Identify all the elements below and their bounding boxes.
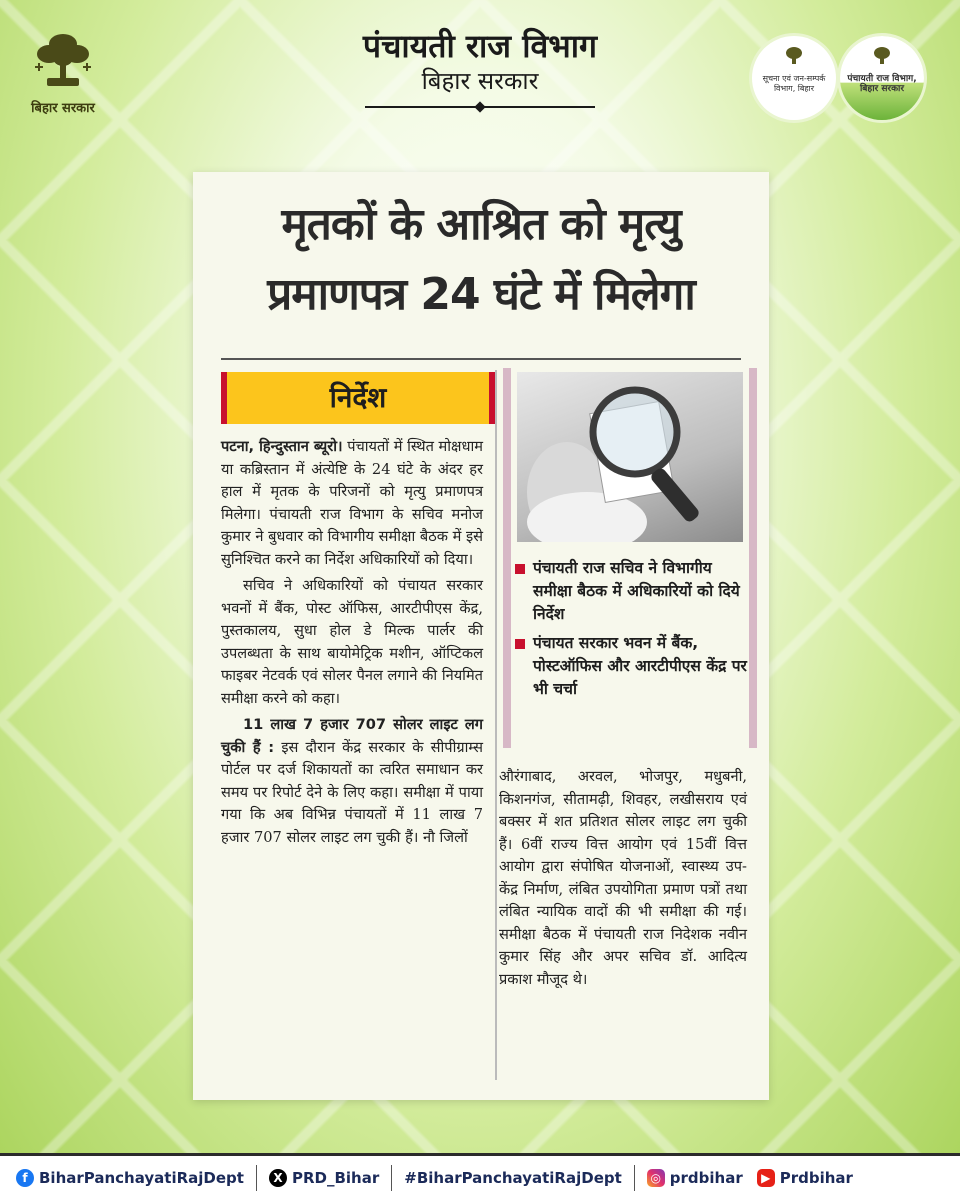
headline-line-1: मृतकों के आश्रित को मृत्यु <box>281 199 681 250</box>
badge-text: पंचायती राज विभाग, बिहार सरकार <box>847 74 917 94</box>
facebook-link[interactable]: f BiharPanchayatiRajDept <box>16 1169 244 1187</box>
page-subtitle: बिहार सरकार <box>421 67 539 95</box>
instagram-link[interactable]: ◎ prdbihar <box>647 1169 743 1187</box>
ipr-bihar-badge <box>752 36 836 120</box>
paragraph-1: पटना, हिन्दुस्तान ब्यूरो। पंचायतों में स्थित मोक्षधाम या कब्रिस्तान में अंत्येष्टि के 24 घंटे के अंदर हर हाल में मृतक के परिजनों को मृत्यु प्रमाणपत्र मिलेगा। पंचायती राज विभाग के सचिव मनोज कुमार ने बुधवार को विभागीय समीक्षा बैठक में इसे सुनिश्चित करने का निर्देश अधिकारियों को दिया। <box>221 438 483 568</box>
dateline: पटना, हिन्दुस्तान ब्यूरो। <box>221 438 343 455</box>
logo-caption: बिहार सरकार <box>31 101 95 116</box>
highlight-point: पंचायती राज सचिव ने विभागीय समीक्षा बैठक में अधिकारियों को दिये निर्देश <box>515 557 747 626</box>
social-footer <box>0 1153 960 1200</box>
paragraph-3: 11 लाख 7 हजार 707 सोलर लाइट लग चुकी हैं : इस दौरान केंद्र सरकार के सीपीग्राम्स पोर्टल पर दर्ज शिकायतों का त्वरित समाधान कर समय पर रिपोर्ट देने के लिए कहा। समीक्षा में पाया गया कि अब विभिन्न पंचायतों में 11 लाख 7 हजार 707 सोलर लाइट लग चुकी हैं। नौ जिलों <box>221 716 483 846</box>
headline-line-2: प्रमाणपत्र 24 घंटे में मिलेगा <box>267 269 695 320</box>
instagram-icon: ◎ <box>647 1169 665 1187</box>
paragraph-2: सचिव ने अधिकारियों को पंचायत सरकार भवनों में बैंक, पोस्ट ऑफिस, आरटीपीएस केंद्र, पुस्तकालय, सुधा होल डे मिल्क पार्लर की उपलब्धता के साथ बायोमेट्रिक मशीन, ऑप्टिकल फाइबर नेटवर्क एवं सोलर पैनल लगाने की नियमित समीक्षा करने को कहा। <box>221 577 483 707</box>
box-border-left <box>503 368 511 748</box>
bullet-square-icon <box>515 564 525 574</box>
footer-separator <box>256 1165 257 1191</box>
right-column <box>499 766 747 991</box>
hashtag[interactable]: #BiharPanchayatiRajDept <box>404 1169 622 1187</box>
box-border-right <box>749 368 757 748</box>
youtube-icon: ▶ <box>757 1169 775 1187</box>
footer-separator <box>391 1165 392 1191</box>
header-divider <box>365 106 595 108</box>
bullet-square-icon <box>515 639 525 649</box>
left-column <box>221 436 483 849</box>
panchayati-raj-badge <box>840 36 924 120</box>
x-link[interactable]: X PRD_Bihar <box>269 1169 379 1187</box>
footer-separator <box>634 1165 635 1191</box>
youtube-link[interactable]: ▶ Prdbihar <box>757 1169 853 1187</box>
badge-text: सूचना एवं जन-सम्पर्क विभाग, बिहार <box>762 74 826 93</box>
highlight-point: पंचायत सरकार भवन में बैंक, पोस्टऑफिस और आरटीपीएस केंद्र पर भी चर्चा <box>515 632 747 701</box>
highlight-points <box>515 557 747 707</box>
headline <box>193 190 769 330</box>
tree-emblem-icon <box>870 46 894 66</box>
paragraph-4: औरंगाबाद, अरवल, भोजपुर, मधुबनी, किशनगंज, सीतामढ़ी, शिवहर, लखीसराय एवं बक्सर में शत प्रतिशत सोलर लाइट लग चुकी हैं। 6वीं राज्य वित्त आयोग एवं 15वीं वित्त आयोग द्वारा संपोषित योजनाओं, स्वास्थ्य उप-केंद्र निर्माण, लंबित उपयोगिता प्रमाण पत्रों तथा लंबित न्यायिक वादों की भी समीक्षा की गई। समीक्षा बैठक में पंचायती राज निदेशक नवीन कुमार सिंह और अपर सचिव डॉ. आदित्य प्रकाश मौजूद थे। <box>499 768 747 988</box>
magnifier-photo <box>517 372 743 542</box>
facebook-icon: f <box>16 1169 34 1187</box>
subheading: 11 लाख 7 हजार 707 सोलर लाइट लग चुकी हैं : <box>221 716 483 756</box>
page-title: पंचायती राज विभाग <box>362 27 598 65</box>
tree-emblem-icon <box>782 46 806 66</box>
x-icon: X <box>269 1169 287 1187</box>
headline-rule <box>221 358 741 360</box>
magnifying-glass-certificate-icon <box>517 372 743 542</box>
newspaper-clipping <box>193 172 769 1100</box>
column-divider <box>495 370 497 1080</box>
section-tag: निर्देश <box>221 372 495 424</box>
